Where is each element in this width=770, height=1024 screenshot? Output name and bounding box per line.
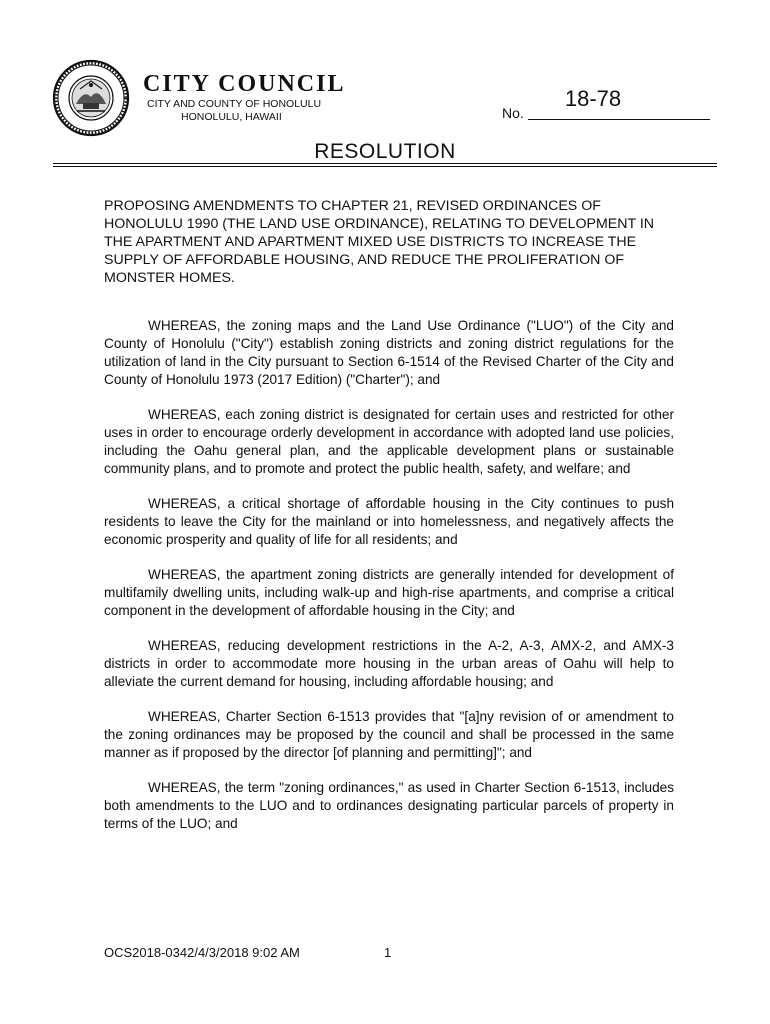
whereas-paragraph: WHEREAS, each zoning district is designated for certain uses and restricted for other uses in order to encourage orderly development in accordance with adopted land use policies, including the Oahu general plan, and the applicable development plans or sustainable community plans, and to promote and protect the public health, safety, and welfare; and bbox=[104, 407, 674, 476]
page-number: 1 bbox=[384, 945, 392, 960]
whereas-paragraph: WHEREAS, the apartment zoning districts are generally intended for development of multifamily dwelling units, including walk-up and high-rise apartments, and comprise a critical component in the development of affordable housing in the City; and bbox=[104, 567, 674, 618]
resolution-number: 18-78 bbox=[564, 86, 622, 111]
whereas-paragraph: WHEREAS, a critical shortage of affordable housing in the City continues to push residents to leave the City for the mainland or into homelessness, and negatively affects the economic prosperity and quality of life for all residents; and bbox=[104, 496, 674, 547]
document-reference: OCS2018-0342/4/3/2018 9:02 AM bbox=[104, 945, 300, 960]
whereas-paragraph: WHEREAS, Charter Section 6-1513 provides that "[a]ny revision of or amendment to the zoning ordinances may be proposed by the council and shall be processed in the same manner as if proposed by the director [of planning and permitting]"; and bbox=[104, 709, 674, 760]
number-label: No. bbox=[502, 105, 524, 121]
whereas-paragraph: WHEREAS, the zoning maps and the Land Use Ordinance ("LUO") of the City and County of Honolulu ("City") establish zoning districts and zoning district regulations for the utilization of land in the City pursuant to Section 6-1514 of the Revised Charter of the City and County of Honolulu 1973 (2017 Edition) ("Charter"); and bbox=[104, 318, 674, 387]
city-seal-icon bbox=[52, 59, 130, 137]
header-rule-secondary bbox=[53, 166, 717, 167]
resolution-subject: PROPOSING AMENDMENTS TO CHAPTER 21, REVISED ORDINANCES OF HONOLULU 1990 (THE LAND USE ORDINANCE), RELATING TO DEVELOPMENT IN THE APARTMENT AND APARTMENT MIXED USE DISTRICTS TO INCREASE THE SUPPLY OF AFFORDABLE HOUSING, AND REDUCE THE PROLIFERATION OF MONSTER HOMES. bbox=[104, 198, 655, 286]
council-title: CITY COUNCIL bbox=[143, 71, 346, 97]
document-type-heading: RESOLUTION bbox=[314, 140, 456, 163]
resolution-body bbox=[104, 317, 674, 850]
whereas-paragraph: WHEREAS, the term "zoning ordinances," as used in Charter Section 6-1513, includes both amendments to the LUO and to ordinances designating particular parcels of property in terms of the LUO; and bbox=[104, 780, 674, 831]
jurisdiction-label: CITY AND COUNTY OF HONOLULU bbox=[147, 98, 322, 110]
header-rule bbox=[53, 163, 717, 164]
number-underline bbox=[528, 119, 710, 120]
location-label: HONOLULU, HAWAII bbox=[181, 111, 282, 123]
whereas-paragraph: WHEREAS, reducing development restrictions in the A-2, A-3, AMX-2, and AMX-3 districts in order to accommodate more housing in the urban areas of Oahu will help to alleviate the current demand for housing, including affordable housing; and bbox=[104, 638, 674, 689]
